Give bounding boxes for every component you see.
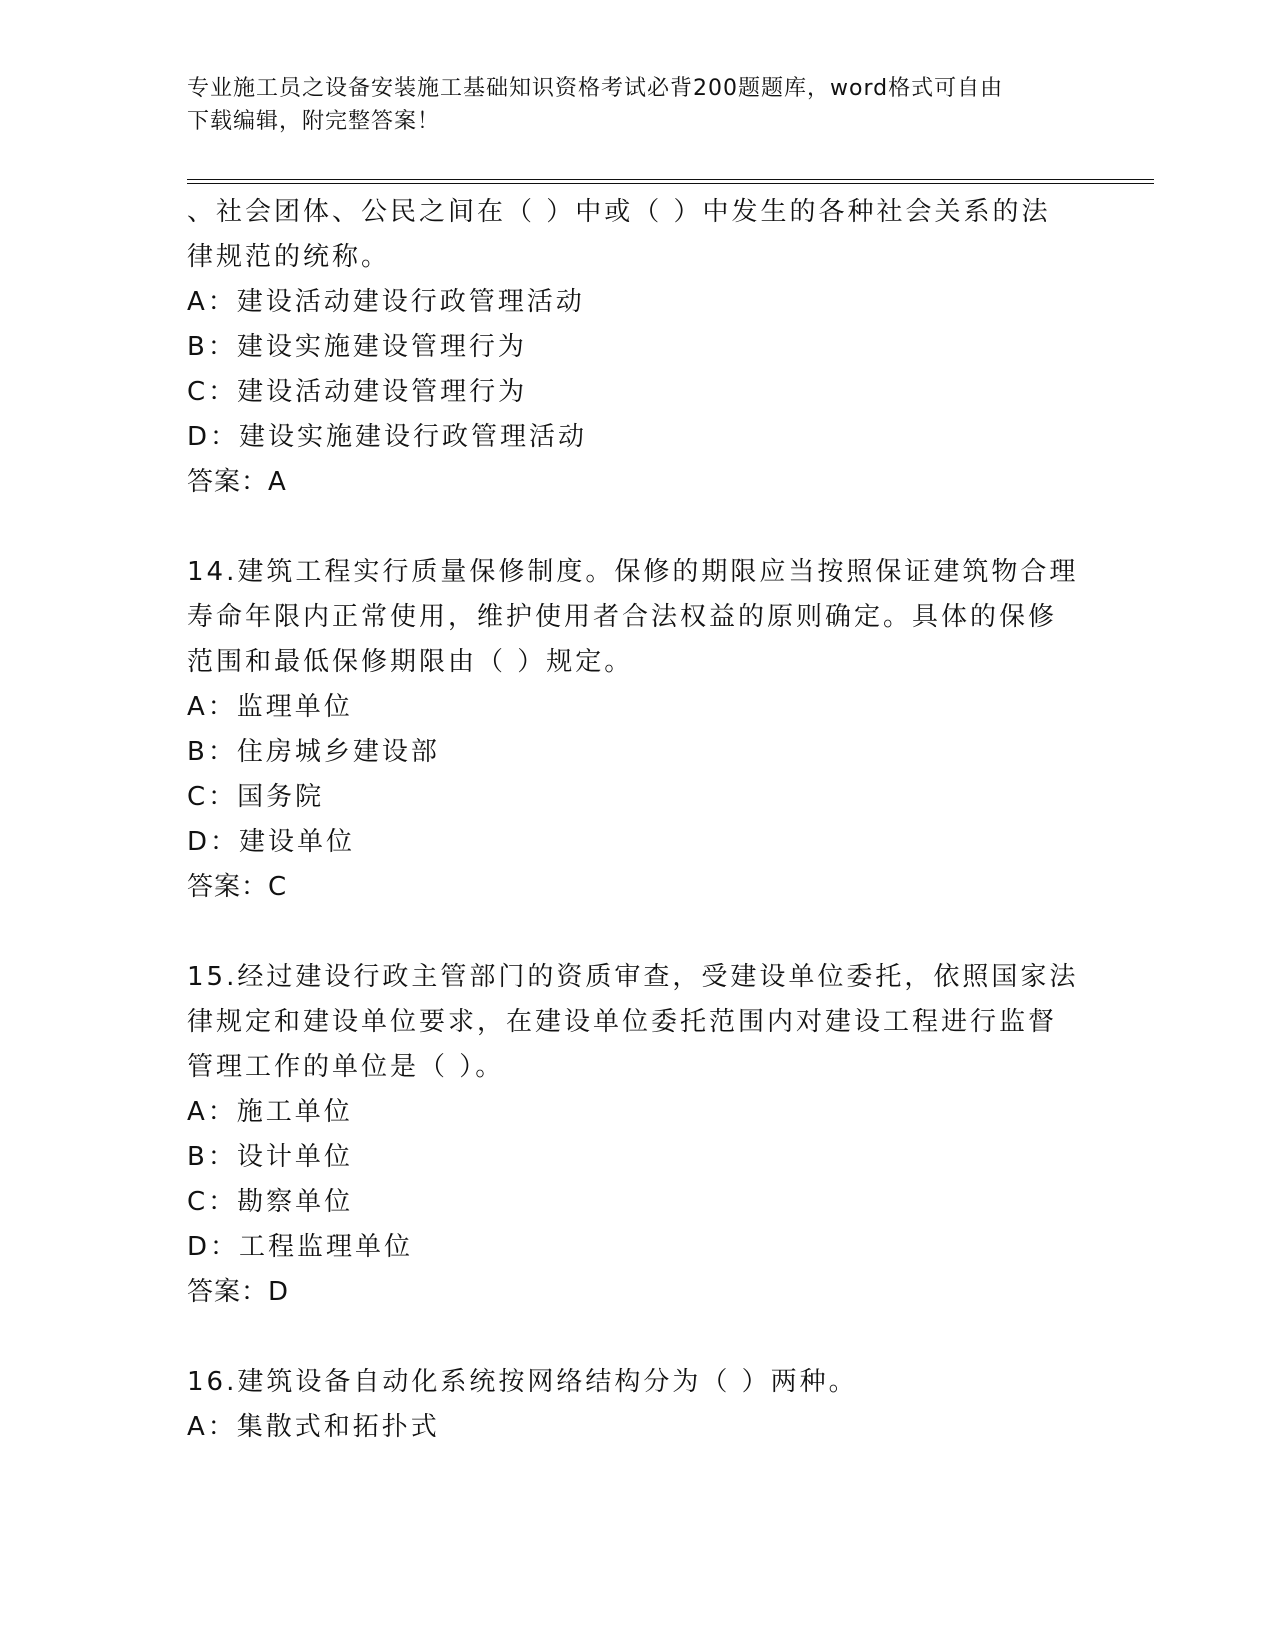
- option-a: A：监理单位: [187, 692, 353, 722]
- option-c: C：建设活动建设管理行为: [187, 377, 528, 407]
- header-line-1: 专业施工员之设备安装施工基础知识资格考试必背200题题库，word格式可自由: [187, 76, 1004, 101]
- question-text-line: 寿命年限内正常使用，维护使用者合法权益的原则确定。具体的保修: [187, 602, 1058, 632]
- option-a: A：建设活动建设行政管理活动: [187, 287, 585, 317]
- document-header: [187, 72, 1067, 138]
- question-text-line: 律规定和建设单位要求，在建设单位委托范围内对建设工程进行监督: [187, 1007, 1058, 1037]
- question-block-13: [187, 190, 1087, 505]
- question-text-line: 15.经过建设行政主管部门的资质审查，受建设单位委托，依照国家法: [187, 962, 1079, 992]
- option-d: D：工程监理单位: [187, 1232, 414, 1262]
- question-text-line: 、社会团体、公民之间在（ ）中或（ ）中发生的各种社会关系的法: [187, 197, 1051, 227]
- option-d: D：建设单位: [187, 827, 356, 857]
- question-text-line: 14.建筑工程实行质量保修制度。保修的期限应当按照保证建筑物合理: [187, 557, 1079, 587]
- option-d: D：建设实施建设行政管理活动: [187, 422, 588, 452]
- option-c: C：勘察单位: [187, 1187, 354, 1217]
- spacer: [187, 1315, 1087, 1360]
- answer-line: 答案：A: [187, 467, 287, 497]
- question-text-line: 管理工作的单位是（ ）。: [187, 1052, 505, 1082]
- option-a: A：施工单位: [187, 1097, 353, 1127]
- spacer: [187, 505, 1087, 550]
- answer-line: 答案：D: [187, 1277, 290, 1307]
- document-body: [187, 190, 1087, 1450]
- question-text-line: 16.建筑设备自动化系统按网络结构分为（ ）两种。: [187, 1367, 858, 1397]
- option-b: B：住房城乡建设部: [187, 737, 440, 767]
- spacer: [187, 910, 1087, 955]
- header-line-2: 下载编辑，附完整答案！: [187, 109, 441, 134]
- option-a: A：集散式和拓扑式: [187, 1412, 440, 1442]
- question-block-14: [187, 550, 1087, 910]
- question-block-15: [187, 955, 1087, 1315]
- option-b: B：设计单位: [187, 1142, 353, 1172]
- option-b: B：建设实施建设管理行为: [187, 332, 527, 362]
- header-divider-bottom: [187, 183, 1154, 184]
- option-c: C：国务院: [187, 782, 325, 812]
- question-block-16: [187, 1360, 1087, 1450]
- question-text-line: 律规范的统称。: [187, 242, 391, 272]
- answer-line: 答案：C: [187, 872, 288, 902]
- question-text-line: 范围和最低保修期限由（ ）规定。: [187, 647, 634, 677]
- header-divider-top: [187, 179, 1154, 180]
